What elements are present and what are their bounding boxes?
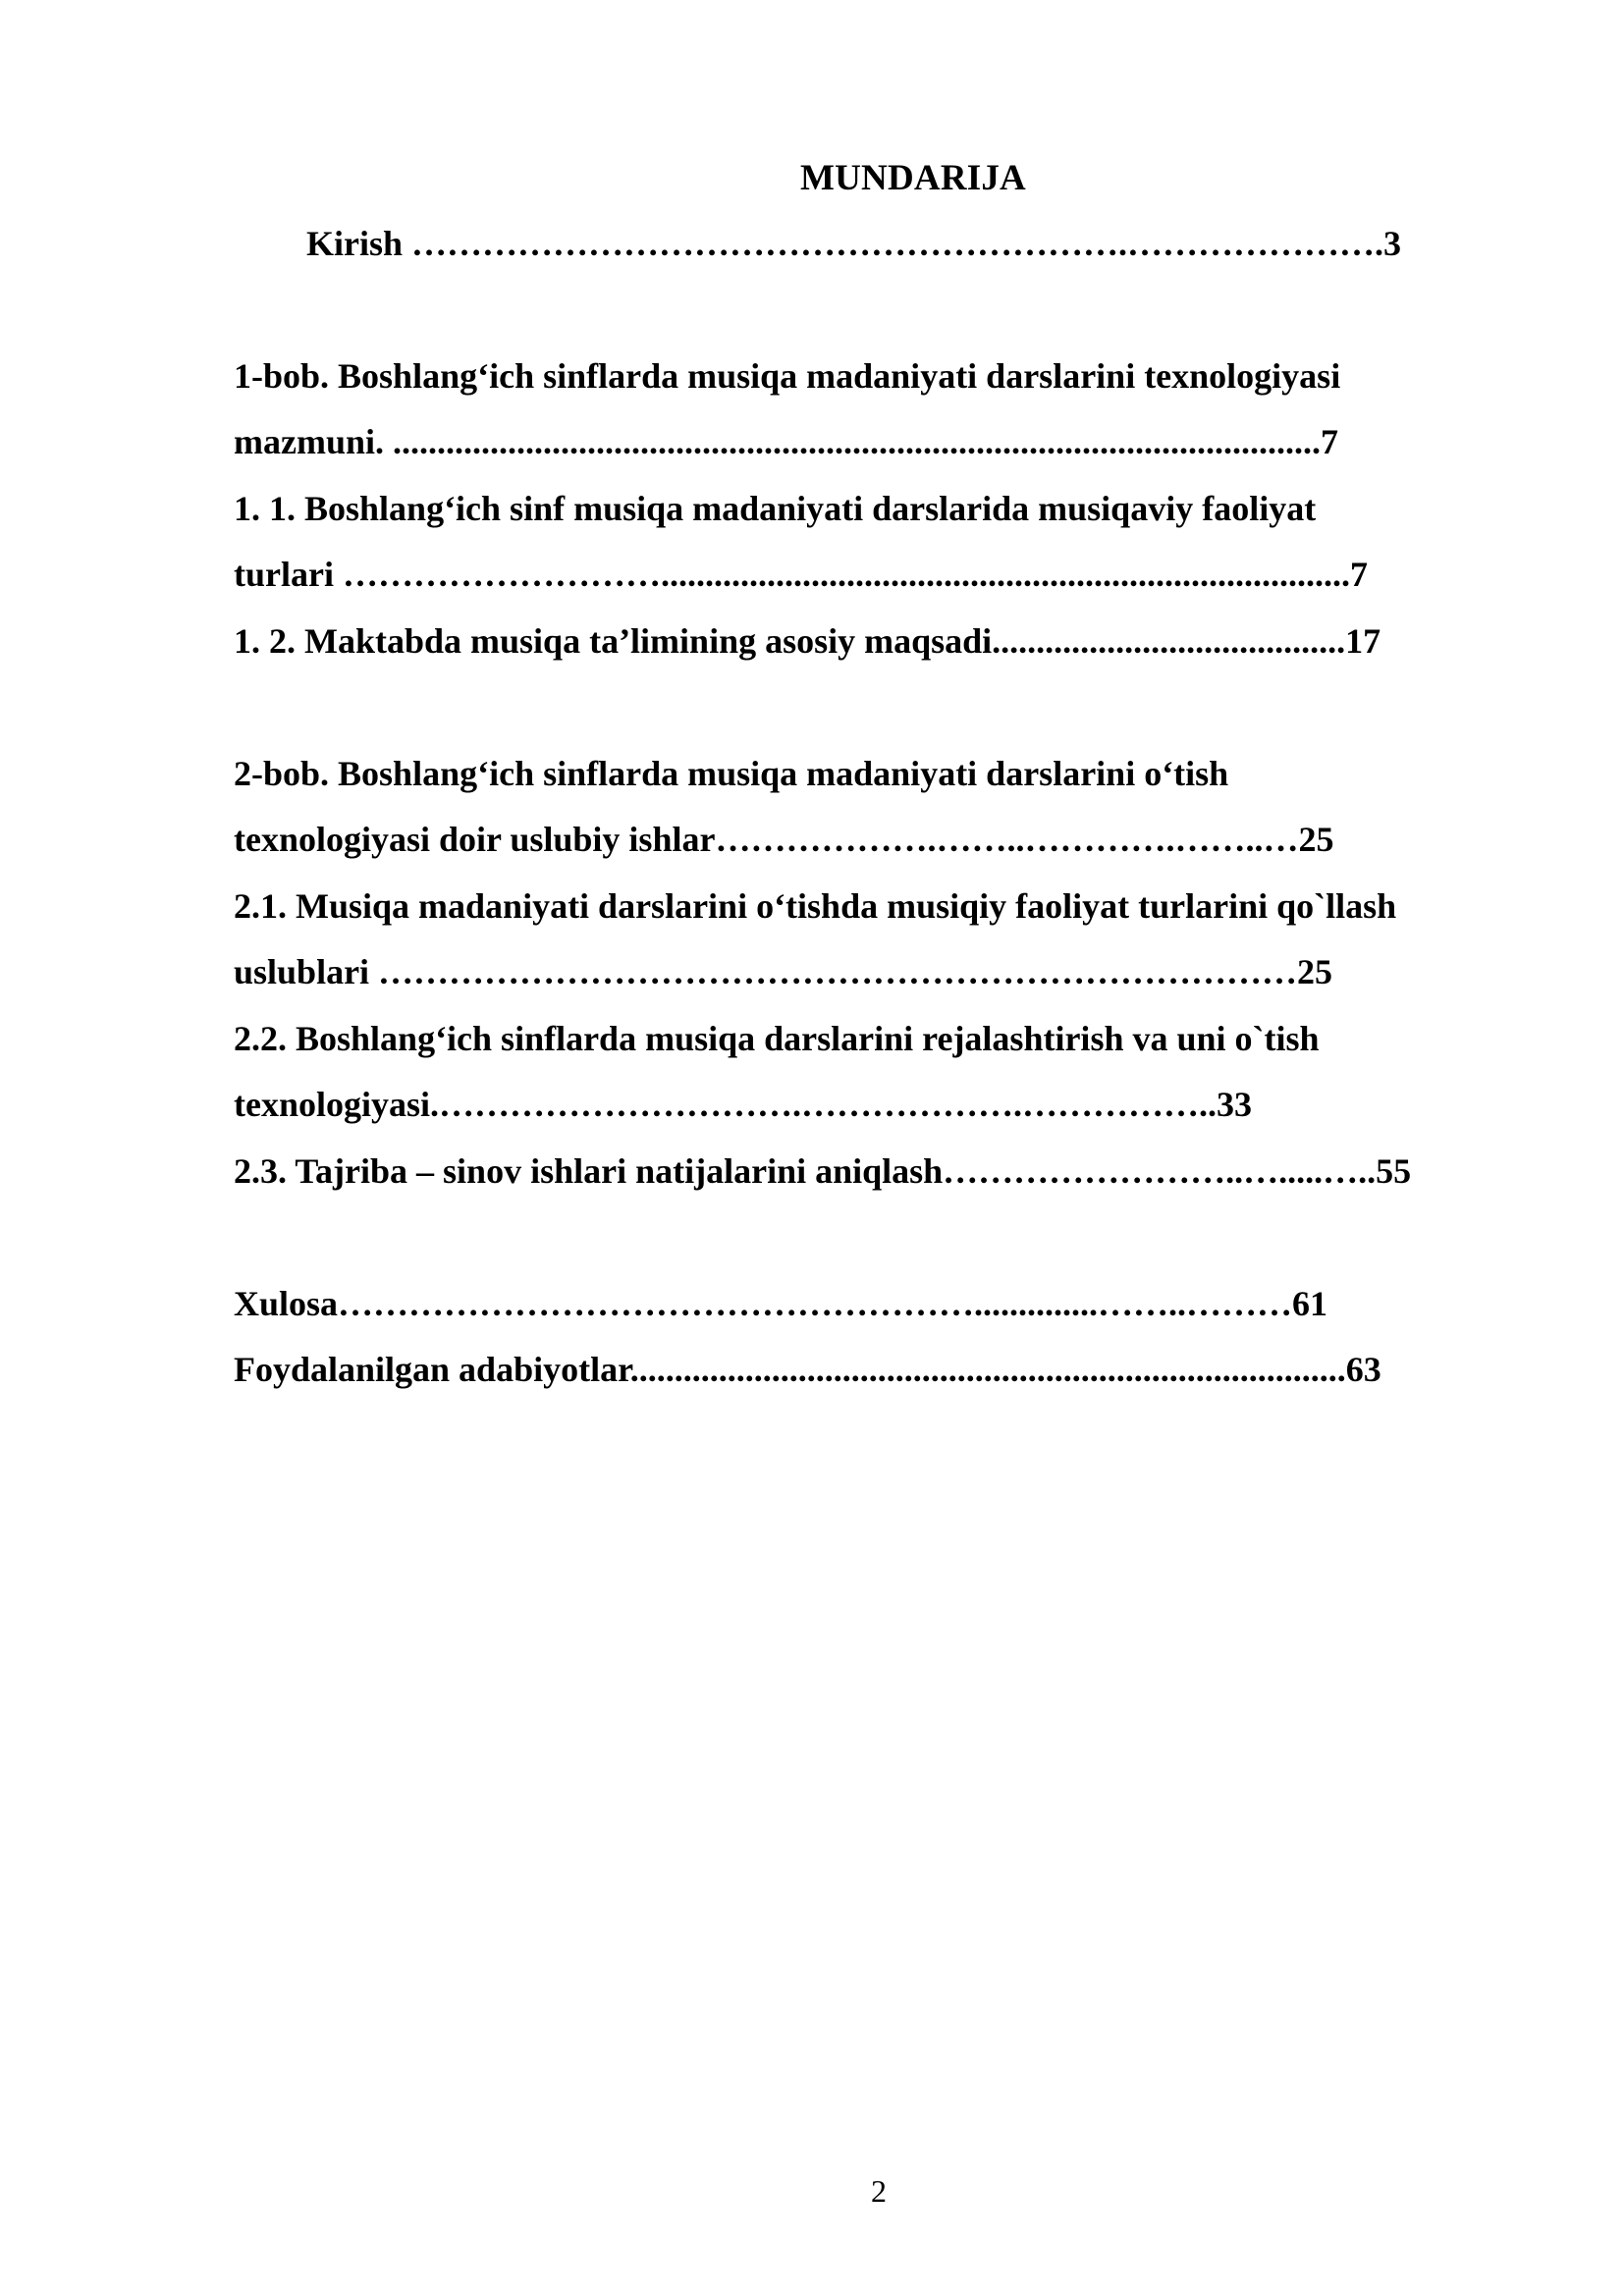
toc-entry-section-2-1-line-2: uslublari ……………………………………………………………………25	[234, 952, 1333, 991]
toc-entry-section-2-2-line-1: 2.2. Boshlang‘ich sinflarda musiqa darslarini rejalashtirish va uni o`tish	[234, 1019, 1320, 1058]
toc-entry-xulosa: Xulosa………………………………………………..............……..………61	[234, 1284, 1328, 1323]
toc-entry-section-1-1-line-2: turlari ………………………..............................................................................7	[234, 555, 1368, 594]
toc-heading: MUNDARIJA	[800, 158, 1026, 198]
toc-entry-chapter-1-line-1: 1-bob. Boshlang‘ich sinflarda musiqa madaniyati darslarini texnologiyasi	[234, 356, 1341, 396]
toc-entry-kirish: Kirish …………………………………………………….………………….3	[306, 224, 1402, 263]
page-number: 2	[871, 2173, 887, 2209]
toc-entry-chapter-2-line-1: 2-bob. Boshlang‘ich sinflarda musiqa madaniyati darslarini o‘tish	[234, 754, 1229, 793]
toc-entry-chapter-1-line-2: mazmuni. .........................................................................................................7	[234, 422, 1338, 461]
toc-entry-section-2-2-line-2: texnologiyasi.………………………….……………….……………..33	[234, 1085, 1253, 1124]
toc-entry-bibliography: Foydalanilgan adabiyotlar.................................................................................63	[234, 1350, 1381, 1389]
toc-entry-section-1-2: 1. 2. Maktabda musiqa ta’limining asosiy maqsadi........................................17	[234, 621, 1381, 661]
toc-entry-section-1-1-line-1: 1. 1. Boshlang‘ich sinf musiqa madaniyati darslarida musiqaviy faoliyat	[234, 489, 1317, 528]
toc-entry-section-2-3: 2.3. Tajriba – sinov ishlari natijalarini aniqlash……………………..….....…..55	[234, 1151, 1412, 1191]
toc-entry-section-2-1-line-1: 2.1. Musiqa madaniyati darslarini o‘tishda musiqiy faoliyat turlarini qo`llash	[234, 886, 1397, 926]
toc-entry-chapter-2-line-2: texnologiyasi doir uslubiy ishlar……………….……..………….……..…25	[234, 820, 1334, 859]
